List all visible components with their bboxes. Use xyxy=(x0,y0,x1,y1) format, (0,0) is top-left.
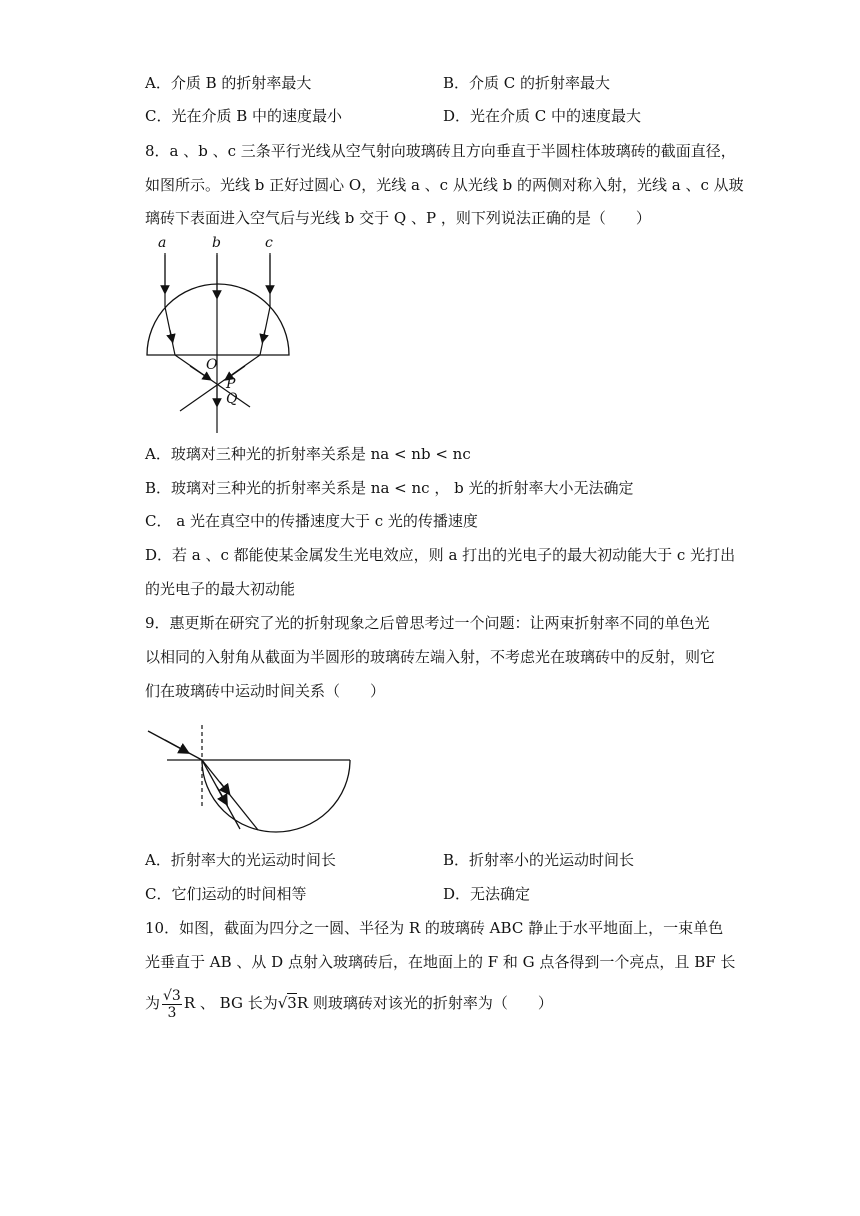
q7-option-a: A．介质 B 的折射率最大 xyxy=(145,74,312,92)
q8-option-b: B．玻璃对三种光的折射率关系是 na < nc ， b 光的折射率大小无法确定 xyxy=(145,479,634,497)
q8-figure xyxy=(140,235,310,435)
q10-stem-line3 xyxy=(145,983,553,1023)
q9-option-d: D．无法确定 xyxy=(443,885,531,903)
sqrt-symbol: √ xyxy=(277,994,288,1012)
label-b: b xyxy=(212,235,221,251)
label-c: c xyxy=(265,235,273,251)
q7-option-b: B．介质 C 的折射率最大 xyxy=(443,74,611,92)
q9-figure xyxy=(145,725,355,835)
q8-option-d-line2: 的光电子的最大初动能 xyxy=(145,580,296,598)
q7-option-c: C．光在介质 B 中的速度最小 xyxy=(145,107,343,125)
q8-option-c: C． a 光在真空中的传播速度大于 c 光的传播速度 xyxy=(145,512,478,530)
label-a: a xyxy=(158,235,167,251)
q9-option-a: A．折射率大的光运动时间长 xyxy=(145,851,336,869)
q9-stem-line1: 9．惠更斯在研究了光的折射现象之后曾思考过一个问题：让两束折射率不同的单色光 xyxy=(145,614,710,632)
label-q: Q xyxy=(226,391,238,407)
q8-stem-line3: 璃砖下表面进入空气后与光线 b 交于 Q 、P ，则下列说法正确的是（ ） xyxy=(145,209,651,227)
q9-stem-line3: 们在玻璃砖中运动时间关系（ ） xyxy=(145,682,386,700)
q7-option-d: D．光在介质 C 中的速度最大 xyxy=(443,107,642,125)
q8-option-a: A．玻璃对三种光的折射率关系是 na < nb < nc xyxy=(145,445,471,463)
sqrt-radicand: 3 xyxy=(287,994,297,1012)
q10-stem-mid: R 、 BG 长为 xyxy=(183,994,278,1012)
q10-stem-line2: 光垂直于 AB 、从 D 点射入玻璃砖后，在地面上的 F 和 G 点各得到一个亮点，且 BF 长 xyxy=(145,953,736,971)
q8-stem-line2: 如图所示。光线 b 正好过圆心 O，光线 a 、c 从光线 b 的两侧对称入射，光线 a 、c 从玻 xyxy=(145,176,744,194)
q9-option-b: B．折射率小的光运动时间长 xyxy=(443,851,635,869)
label-o: O xyxy=(206,357,218,373)
q10-stem-line1: 10．如图，截面为四分之一圆、半径为 R 的玻璃砖 ABC 静止于水平地面上，一束单色 xyxy=(145,919,724,937)
label-p: P xyxy=(226,376,236,392)
fraction-numerator: √3 xyxy=(163,987,181,1004)
fraction-sqrt3-over-3 xyxy=(162,988,182,1021)
q8-option-d-line1: D．若 a 、c 都能使某金属发生光电效应，则 a 打出的光电子的最大初动能大于 c 光打出 xyxy=(145,546,736,564)
q8-stem-line1: 8．a 、b 、c 三条平行光线从空气射向玻璃砖且方向垂直于半圆柱体玻璃砖的截面直径， xyxy=(145,142,736,160)
q10-stem-pre: 为 xyxy=(145,994,161,1012)
q10-stem-post: R 则玻璃砖对该光的折射率为（ ） xyxy=(296,994,553,1012)
q9-stem-line2: 以相同的入射角从截面为半圆形的玻璃砖左端入射，不考虑光在玻璃砖中的反射，则它 xyxy=(145,648,716,666)
q9-option-c: C．它们运动的时间相等 xyxy=(145,885,307,903)
fraction-denominator: 3 xyxy=(167,1004,177,1021)
